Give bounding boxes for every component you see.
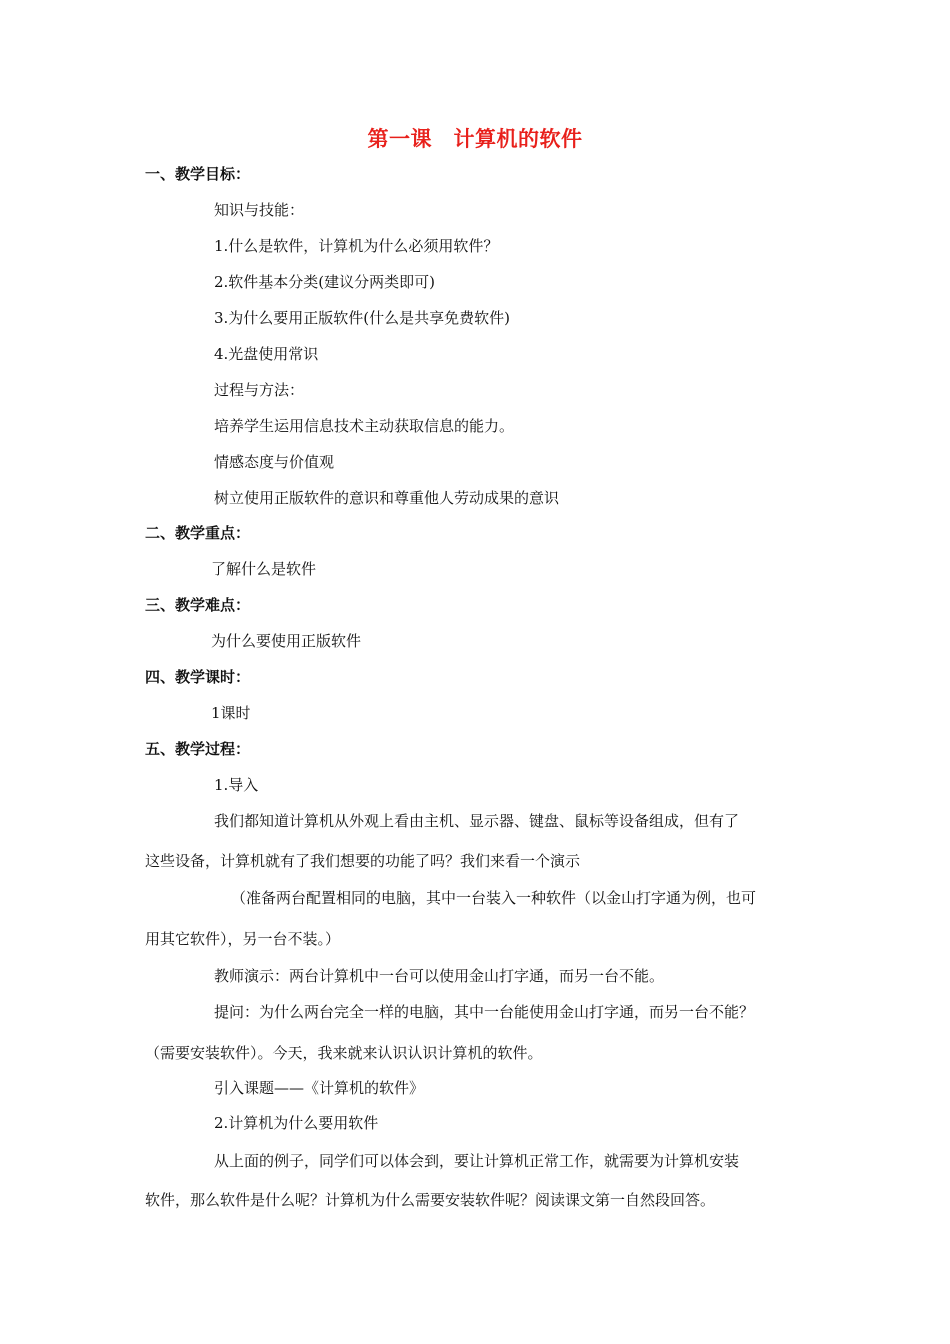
paragraph: 我们都知道计算机从外观上看由主机、显示器、键盘、鼠标等设备组成，但有了 xyxy=(214,812,740,830)
paragraph: 这些设备，计算机就有了我们想要的功能了吗？我们来看一个演示 xyxy=(145,852,581,870)
paragraph: 2.计算机为什么要用软件 xyxy=(214,1114,379,1132)
paragraph: 1.什么是软件，计算机为什么必须用软件？ xyxy=(214,237,499,255)
document-title: 第一课 计算机的软件 xyxy=(367,127,583,151)
paragraph: （准备两台配置相同的电脑，其中一台装入一种软件（以金山打字通为例，也可 xyxy=(231,889,757,907)
paragraph: 情感态度与价值观 xyxy=(214,453,335,471)
paragraph: 树立使用正版软件的意识和尊重他人劳动成果的意识 xyxy=(214,489,560,507)
paragraph: 1.导入 xyxy=(214,776,259,794)
paragraph: 用其它软件），另一台不装。） xyxy=(145,930,341,948)
section-heading-process: 五、教学过程： xyxy=(145,740,251,758)
paragraph: （需要安装软件）。今天，我来就来认识认识计算机的软件。 xyxy=(145,1044,543,1062)
paragraph: 引入课题——《计算机的软件》 xyxy=(214,1079,425,1097)
paragraph: 提问：为什么两台完全一样的电脑，其中一台能使用金山打字通，而另一台不能？ xyxy=(214,1003,755,1021)
section-heading-difficulties: 三、教学难点： xyxy=(145,596,251,614)
paragraph: 了解什么是软件 xyxy=(211,560,317,578)
section-heading-key-points: 二、教学重点： xyxy=(145,524,251,542)
paragraph: 2.软件基本分类(建议分两类即可) xyxy=(214,273,436,291)
paragraph: 4.光盘使用常识 xyxy=(214,345,319,363)
paragraph: 3.为什么要用正版软件(什么是共享免费软件) xyxy=(214,309,511,327)
paragraph: 软件，那么软件是什么呢？计算机为什么需要安装软件呢？阅读课文第一自然段回答。 xyxy=(145,1191,716,1209)
paragraph: 为什么要使用正版软件 xyxy=(211,632,362,650)
paragraph: 培养学生运用信息技术主动获取信息的能力。 xyxy=(214,417,515,435)
section-heading-class-hours: 四、教学课时： xyxy=(145,668,251,686)
section-heading-objectives: 一、教学目标： xyxy=(145,165,251,183)
paragraph: 1课时 xyxy=(211,704,251,722)
paragraph: 过程与方法： xyxy=(214,381,305,399)
paragraph: 从上面的例子，同学们可以体会到，要让计算机正常工作，就需要为计算机安装 xyxy=(214,1152,740,1170)
paragraph: 教师演示：两台计算机中一台可以使用金山打字通，而另一台不能。 xyxy=(214,967,665,985)
paragraph: 知识与技能： xyxy=(214,201,305,219)
